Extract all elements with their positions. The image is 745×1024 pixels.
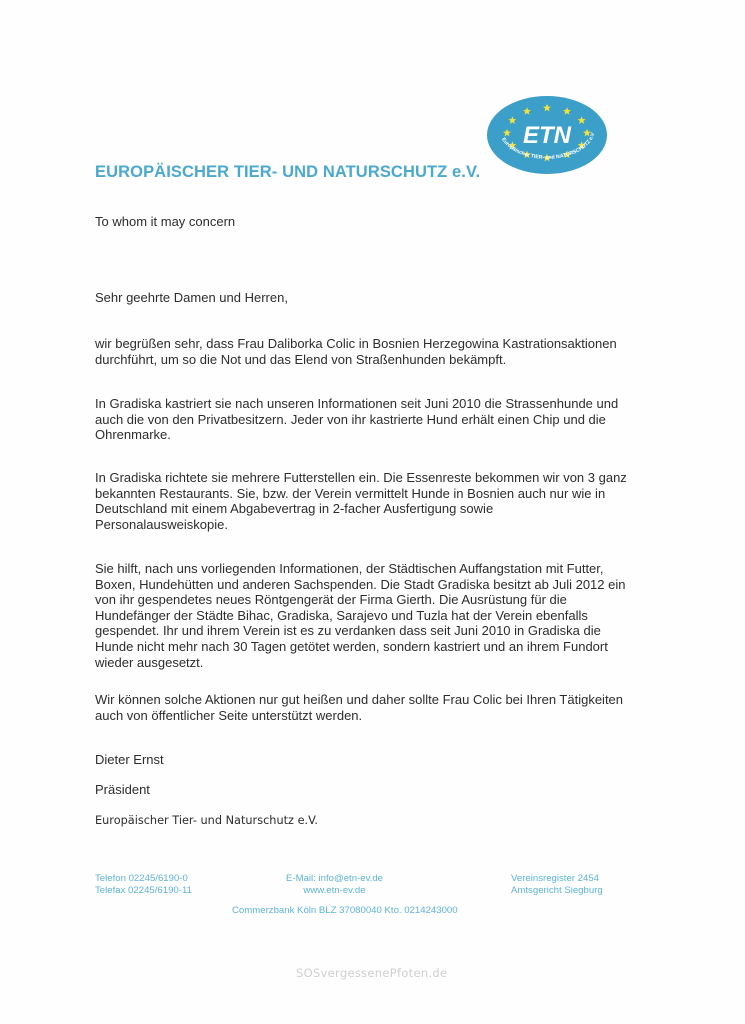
greeting: Sehr geehrte Damen und Herren, [95,290,288,305]
signature-name: Dieter Ernst [95,752,164,767]
paragraph-line: In Gradiska richtete sie mehrere Futterstellen ein. Die Essenreste bekommen wir von 3 ganz [95,470,627,485]
footer-online [286,873,383,896]
footer-register: Vereinsregister 2454 [511,873,599,884]
footer-bank: Commerzbank Köln BLZ 37080040 Kto. 0214243000 [232,905,458,916]
signature-organization: Europäischer Tier- und Naturschutz e.V. [95,814,318,827]
footer-registry [511,873,603,896]
paragraph-line: auch von öffentlicher Seite unterstützt werden. [95,707,363,723]
watermark: SOSvergessenePfoten.de [296,966,448,980]
paragraph-line: gespendet. Ihr und ihrem Verein ist es zu verdanken dass seit Juni 2010 in Gradiska die [95,623,601,639]
paragraph-line: durchführt, um so die Not und das Elend von Straßenhunden bekämpft. [95,351,507,367]
paragraph-1 [95,336,655,367]
paragraph-line: In Gradiska kastriert sie nach unseren Informationen seit Juni 2010 die Strassenhunde und [95,396,619,411]
paragraph-line: Boxen, Hundehütten und anderen Sachspenden. Die Stadt Gradiska besitzt ab Juli 2012 ein [95,576,626,592]
organization-heading: EUROPÄISCHER TIER- UND NATURSCHUTZ e.V. [95,163,481,181]
paragraph-line: wir begrüßen sehr, dass Frau Daliborka Colic in Bosnien Herzegowina Kastrationsaktionen [95,336,617,351]
signature-title: Präsident [95,782,150,797]
paragraph-5 [95,692,655,723]
etn-logo-icon [486,95,608,175]
paragraph-line: Ohrenmarke. [95,427,171,443]
paragraph-line: bekannten Restaurants. Sie, bzw. der Verein vermittelt Hunde in Bosnien auch nur wie in [95,485,606,501]
paragraph-4 [95,561,655,670]
footer-court: Amtsgericht Siegburg [511,884,603,896]
paragraph-line: auch die von den Privatbesitzern. Jeder von ihr kastrierte Hund erhält einen Chip und die [95,411,606,427]
paragraph-line: Wir können solche Aktionen nur gut heißen und daher sollte Frau Colic bei Ihren Tätigkeiten [95,692,624,707]
footer-fax: Telefax 02245/6190-11 [95,884,192,896]
paragraph-3 [95,470,655,532]
paragraph-2 [95,396,655,443]
recipient-line: To whom it may concern [95,214,236,229]
paragraph-line: Hunde nicht mehr nach 30 Tagen getötet werden, sondern kastriert und an ihrem Fundort [95,638,608,654]
logo-text: ETN [523,122,571,149]
logo-ring-text: Europäischer TIER- und NATURSCHUTZ e.V [500,132,597,161]
footer-email[interactable]: E-Mail: info@etn-ev.de [286,873,384,884]
paragraph-line: Hundefänger der Städte Bihac, Gradiska, Sarajevo und Tuzla hat der Verein ebenfalls [95,607,588,623]
footer-phone: Telefon 02245/6190-0 [95,873,188,884]
footer-contact [95,873,192,896]
paragraph-line: wieder ausgesetzt. [95,654,204,670]
paragraph-line: von ihr gespendetes neues Röntgengerät der Firma Gierth. Die Ausrüstung für die [95,592,567,608]
paragraph-line: Sie hilft, nach uns vorliegenden Informationen, der Städtischen Auffangstation mit Futter, [95,561,604,576]
footer-website[interactable]: www.etn-ev.de [303,884,366,896]
paragraph-line: Deutschland mit einem Abgabevertrag in 2-facher Ausfertigung sowie [95,501,494,517]
paragraph-line: Personalausweiskopie. [95,516,228,532]
